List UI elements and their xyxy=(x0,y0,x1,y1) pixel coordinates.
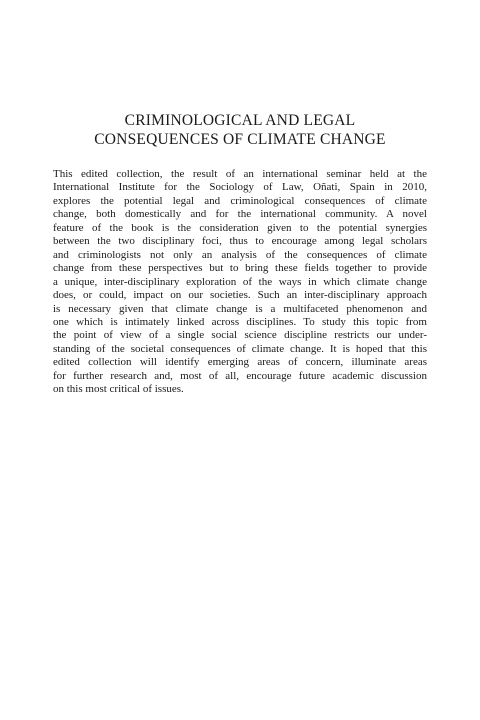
description-line: is necessary given that climate change is a multifaceted phenomenon and xyxy=(53,302,427,315)
description-line: the point of view of a single social science discipline restricts our under- xyxy=(53,329,427,342)
description-line: one which is intimately linked across disciplines. To study this topic from xyxy=(53,315,427,328)
description-line: change from these perspectives but to bring these fields together to provide xyxy=(53,262,427,275)
description-line: edited collection will identify emerging areas of concern, illuminate areas xyxy=(53,356,427,369)
description-line: a unique, inter-disciplinary exploration of the ways in which climate change xyxy=(53,275,427,288)
description-line: and criminologists not only an analysis of the consequences of climate xyxy=(53,248,427,261)
book-description xyxy=(53,168,427,397)
description-line: change, both domestically and for the international community. A novel xyxy=(53,208,427,221)
description-line: This edited collection, the result of an international seminar held at the xyxy=(53,168,427,180)
description-line: for further research and, most of all, encourage future academic discussion xyxy=(53,369,427,382)
book-title xyxy=(40,111,440,149)
description-line: International Institute for the Sociology of Law, Oñati, Spain in 2010, xyxy=(53,181,427,194)
description-line: explores the potential legal and criminological consequences of climate xyxy=(53,194,427,207)
description-line: between the two disciplinary foci, thus to encourage among legal scholars xyxy=(53,235,427,248)
description-line: feature of the book is the consideration given to the potential synergies xyxy=(53,221,427,234)
description-line-last: on this most critical of issues. xyxy=(53,383,184,396)
description-line: standing of the societal consequences of climate change. It is hoped that this xyxy=(53,342,427,355)
title-line-1: CRIMINOLOGICAL AND LEGAL xyxy=(124,112,356,129)
title-line-2: CONSEQUENCES OF CLIMATE CHANGE xyxy=(94,131,386,148)
description-line: does, or could, impact on our societies. Such an inter-disciplinary approach xyxy=(53,289,427,302)
